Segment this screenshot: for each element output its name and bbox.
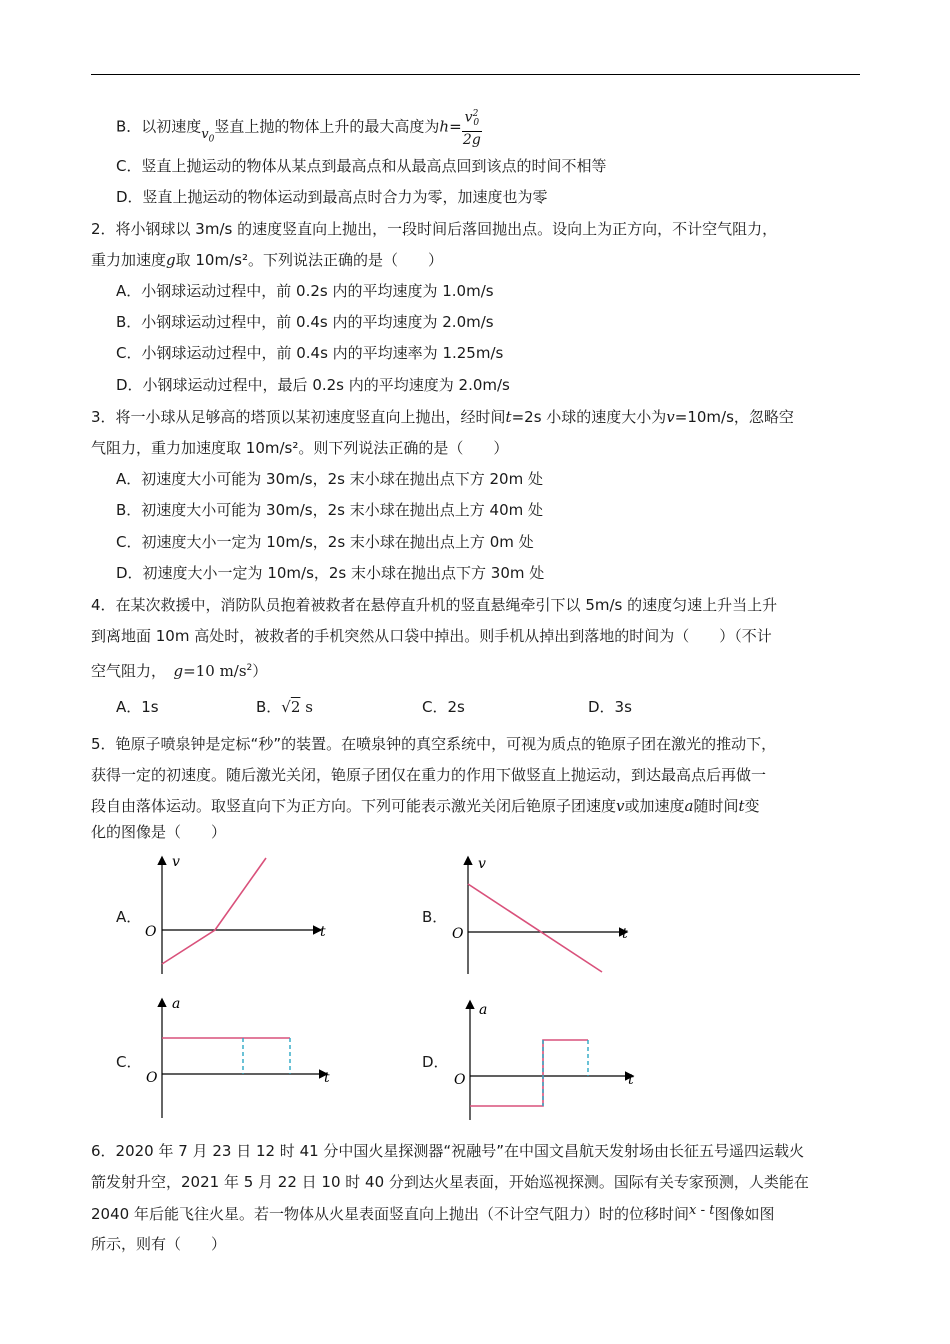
graph-b-y-label: v	[478, 856, 486, 872]
q4-option-a: A．1s	[116, 698, 159, 716]
q4-stem-line3: 空气阻力， g=10 $m/s^2$）	[91, 662, 268, 680]
q6-stem-line4: 所示，则有（ ）	[91, 1235, 227, 1253]
graph-d-x-label: t	[628, 1072, 634, 1088]
graph-c-label: C．	[116, 1053, 142, 1071]
q2-option-a: A．小钢球运动过程中，前 0.2s 内的平均速度为 1.0m/s	[116, 282, 494, 300]
q6-stem-line3: 2040 年后能飞往火星。若一物体从火星表面竖直向上抛出（不计空气阻力）时的位移时间x - t图像如图	[91, 1203, 775, 1223]
q6-stem-line2: 箭发射升空，2021 年 5 月 22 日 10 时 40 分到达火星表面，开始巡视探测。国际有关专家预测，人类能在	[91, 1173, 809, 1191]
q4-option-b: B．√2 s	[256, 698, 313, 716]
graph-a	[140, 852, 340, 977]
q5-stem-line4: 化的图像是（ ）	[91, 823, 227, 841]
graph-d	[446, 996, 646, 1124]
q2-stem-line1: 2．将小钢球以 3m/s 的速度竖直向上抛出，一段时间后落回抛出点。设向上为正方向，不计空气阻力，	[91, 220, 778, 238]
q1-option-d: D．竖直上抛运动的物体运动到最高点时合力为零，加速度也为零	[116, 188, 548, 206]
graph-b-label: B．	[422, 908, 448, 926]
q5-stem-line3: 段自由落体运动。取竖直向下为正方向。下列可能表示激光关闭后铯原子团速度v或加速度a随时间t变	[91, 797, 760, 815]
graph-b-x-label: t	[622, 926, 628, 942]
q5-stem-line2: 获得一定的初速度。随后激光关闭，铯原子团仅在重力的作用下做竖直上抛运动，到达最高点后再做一	[91, 766, 767, 784]
q4-stem-line1: 4．在某次救援中，消防队员抱着被救者在悬停直升机的竖直悬绳牵引下以 5m/s 的速度匀速上升当上升	[91, 596, 778, 614]
max-height-fraction: $\frac{v^2_0}{2g}$	[462, 106, 482, 148]
graph-c	[140, 994, 340, 1122]
graph-a-x-label: t	[320, 924, 326, 940]
graph-a-origin: O	[145, 924, 157, 940]
q4-stem-line2: 到离地面 10m 高处时，被救者的手机突然从口袋中掉出。则手机从掉出到落地的时间为（ ）（不计	[91, 627, 772, 645]
graph-d-y-label: a	[479, 1002, 488, 1018]
q1-option-c: C．竖直上抛运动的物体从某点到最高点和从最高点回到该点的时间不相等	[116, 157, 607, 175]
graph-a-y-label: v	[172, 854, 180, 870]
graph-d-label: D．	[422, 1053, 449, 1071]
header-rule	[91, 74, 860, 75]
q3-stem-line2: 气阻力，重力加速度取 10m/s²。则下列说法正确的是（ ）	[91, 439, 509, 457]
q3-stem-line1: 3．将一小球从足够高的塔顶以某初速度竖直向上抛出，经时间t=2s 小球的速度大小为v=10m/s，忽略空	[91, 408, 794, 426]
graph-c-y-label: a	[172, 996, 181, 1012]
q4-option-c: C．2s	[422, 698, 465, 716]
graph-b	[446, 852, 646, 977]
graph-c-origin: O	[146, 1070, 158, 1086]
graph-c-x-label: t	[324, 1070, 330, 1086]
q2-option-b: B．小钢球运动过程中，前 0.4s 内的平均速度为 2.0m/s	[116, 313, 494, 331]
graph-d-origin: O	[454, 1072, 466, 1088]
graph-a-label: A．	[116, 908, 142, 926]
graph-d-line	[470, 1040, 588, 1106]
q3-option-a: A．初速度大小可能为 30m/s，2s 末小球在抛出点下方 20m 处	[116, 470, 543, 488]
graph-b-line	[468, 884, 602, 972]
graph-a-line	[162, 858, 266, 964]
q5-stem-line1: 5．铯原子喷泉钟是定标“秒”的装置。在喷泉钟的真空系统中，可视为质点的铯原子团在激光的推动下，	[91, 735, 777, 753]
q2-option-c: C．小钢球运动过程中，前 0.4s 内的平均速率为 1.25m/s	[116, 344, 504, 362]
q4-option-d: D．3s	[588, 698, 632, 716]
graph-b-origin: O	[452, 926, 464, 942]
q3-option-d: D．初速度大小一定为 10m/s，2s 末小球在抛出点下方 30m 处	[116, 564, 545, 582]
q2-stem-line2: 重力加速度g取 10m/s²。下列说法正确的是（ ）	[91, 251, 443, 269]
q6-stem-line1: 6．2020 年 7 月 23 日 12 时 41 分中国火星探测器“祝融号”在中国文昌航天发射场由长征五号遥四运载火	[91, 1142, 804, 1160]
q2-option-d: D．小钢球运动过程中，最后 0.2s 内的平均速度为 2.0m/s	[116, 376, 510, 394]
q3-option-b: B．初速度大小可能为 30m/s，2s 末小球在抛出点上方 40m 处	[116, 501, 543, 519]
q3-option-c: C．初速度大小一定为 10m/s，2s 末小球在抛出点上方 0m 处	[116, 533, 534, 551]
q1-option-b: B．以初速度$v_0$竖直上抛的物体上升的最大高度为h= $\frac{v^2_0}{2g}$	[116, 106, 482, 148]
